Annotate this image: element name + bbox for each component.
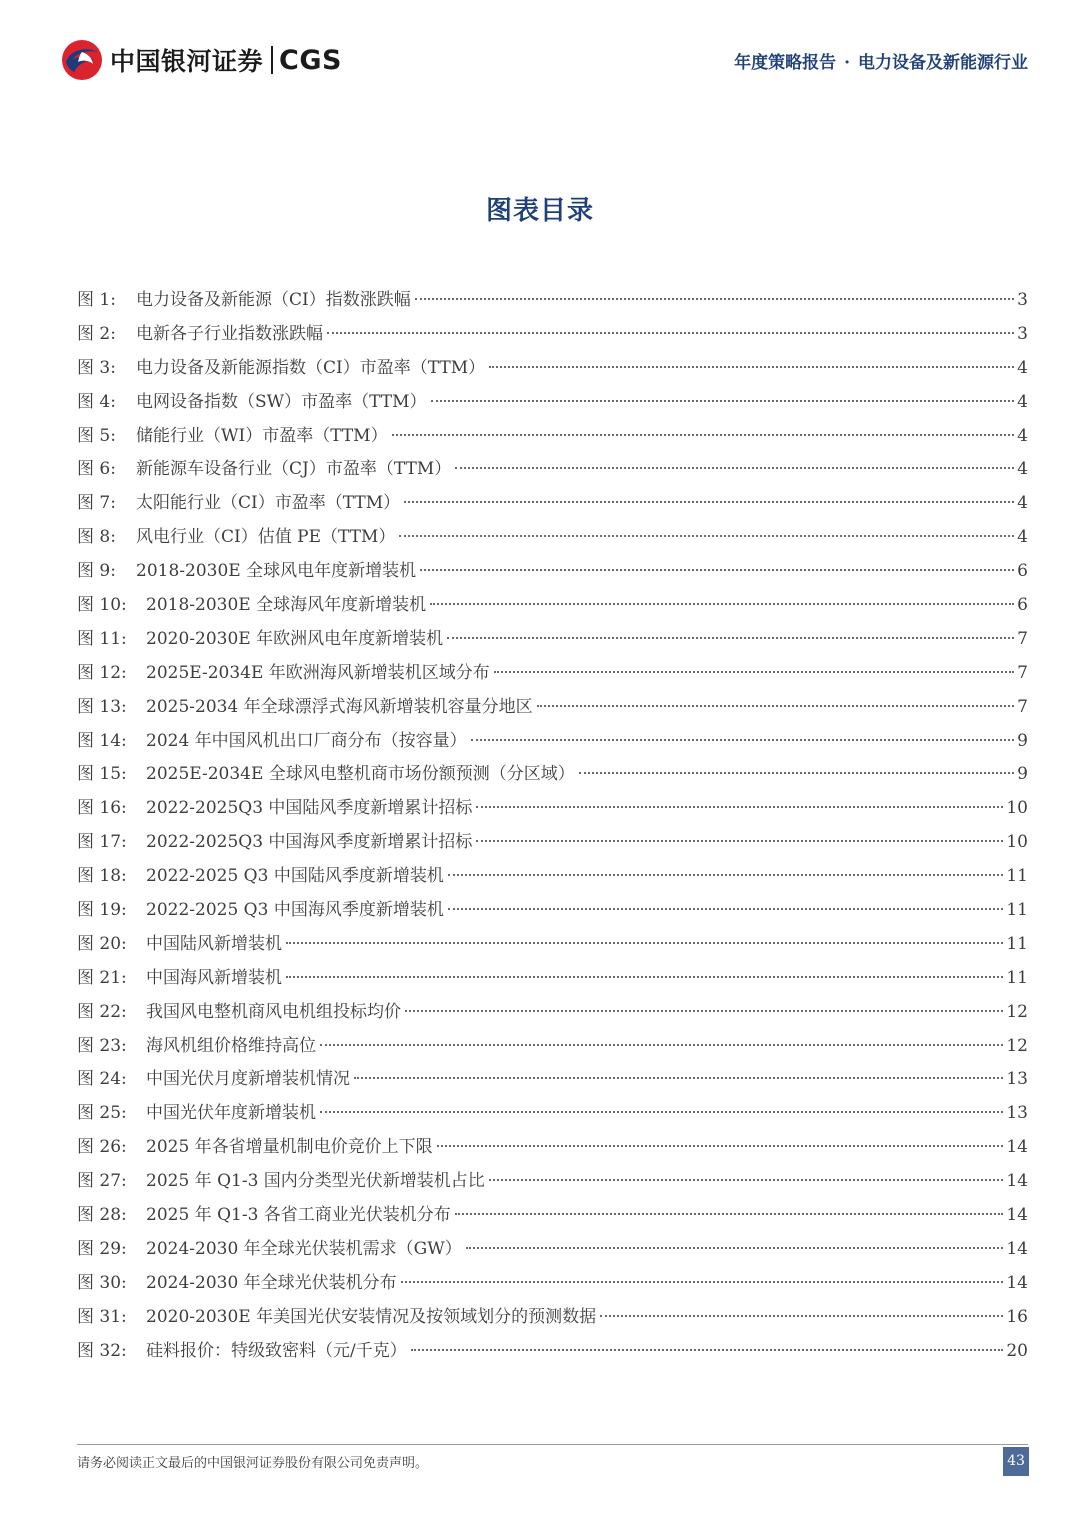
toc-entry-title: 2024-2030 年全球光伏装机分布	[146, 1272, 397, 1293]
toc-entry[interactable]	[77, 589, 1028, 623]
toc-dot-leader	[320, 1044, 1003, 1046]
toc-entry-page: 4	[1017, 493, 1028, 514]
toc-entry-page: 3	[1017, 323, 1028, 344]
toc-entry-label: 图 21:	[77, 967, 127, 988]
toc-entry-label: 图 10:	[77, 595, 127, 616]
toc-dot-leader	[399, 535, 1014, 537]
toc-entry-label: 图 5:	[77, 425, 116, 446]
toc-entry-label: 图 28:	[77, 1205, 127, 1226]
toc-entry-page: 7	[1017, 696, 1028, 717]
toc-dot-leader	[447, 637, 1014, 639]
toc-entry[interactable]	[77, 420, 1028, 454]
toc-entry-title: 2025 年各省增量机制电价竞价上下限	[146, 1137, 433, 1158]
toc-entry-page: 16	[1006, 1306, 1028, 1327]
toc-entry-label: 图 24:	[77, 1069, 127, 1090]
toc-entry-page: 11	[1006, 967, 1028, 988]
toc-entry[interactable]	[77, 1335, 1028, 1369]
toc-entry-label: 图 12:	[77, 662, 127, 683]
toc-dot-leader	[600, 1315, 1003, 1317]
footer-disclaimer: 请务必阅读正文最后的中国银河证券股份有限公司免责声明。	[77, 1456, 429, 1471]
toc-entry-page: 14	[1006, 1238, 1028, 1259]
toc-dot-leader	[401, 1281, 1004, 1283]
toc-entry-label: 图 27:	[77, 1171, 127, 1192]
toc-entry[interactable]	[77, 996, 1028, 1030]
toc-entry[interactable]	[77, 284, 1028, 318]
toc-entry-title: 2022-2025 Q3 中国海风季度新增装机	[146, 900, 444, 921]
toc-dot-leader	[420, 569, 1014, 571]
brand-logo	[60, 38, 342, 82]
toc-entry-title: 风电行业（CI）估值 PE（TTM）	[136, 527, 396, 548]
toc-entry-page: 11	[1006, 866, 1028, 887]
toc-entry[interactable]	[77, 386, 1028, 420]
cgs-logo-icon	[60, 38, 104, 82]
toc-entry[interactable]	[77, 725, 1028, 759]
toc-dot-leader	[471, 739, 1015, 741]
toc-dot-leader	[476, 840, 1003, 842]
toc-entry-page: 14	[1006, 1171, 1028, 1192]
toc-entry[interactable]	[77, 928, 1028, 962]
toc-entry[interactable]	[77, 1131, 1028, 1165]
toc-entry-label: 图 15:	[77, 764, 127, 785]
toc-entry-page: 4	[1017, 391, 1028, 412]
toc-entry-page: 13	[1006, 1069, 1028, 1090]
toc-entry[interactable]	[77, 1097, 1028, 1131]
toc-entry-page: 14	[1006, 1137, 1028, 1158]
toc-entry[interactable]	[77, 691, 1028, 725]
toc-entry-title: 2020-2030E 年欧洲风电年度新增装机	[146, 628, 444, 649]
toc-entry[interactable]	[77, 1165, 1028, 1199]
toc-entry-page: 4	[1017, 357, 1028, 378]
toc-dot-leader	[494, 671, 1014, 673]
toc-entry[interactable]	[77, 1030, 1028, 1064]
toc-entry-label: 图 16:	[77, 798, 127, 819]
toc-entry-page: 4	[1017, 527, 1028, 548]
toc-entry[interactable]	[77, 860, 1028, 894]
header-separator: ·	[844, 53, 850, 73]
toc-entry[interactable]	[77, 657, 1028, 691]
toc-entry-label: 图 11:	[77, 628, 127, 649]
toc-entry-title: 2025E-2034E 全球风电整机商市场份额预测（分区域）	[146, 764, 575, 785]
toc-dot-leader	[455, 1213, 1004, 1215]
toc-entry-title: 硅料报价：特级致密料（元/千克）	[146, 1340, 407, 1361]
toc-entry-label: 图 7:	[77, 493, 116, 514]
toc-entry-title: 中国光伏年度新增装机	[146, 1103, 316, 1124]
toc-entry-label: 图 30:	[77, 1272, 127, 1293]
toc-dot-leader	[327, 332, 1014, 334]
toc-entry-page: 7	[1017, 628, 1028, 649]
toc-entry[interactable]	[77, 1233, 1028, 1267]
toc-entry-label: 图 25:	[77, 1103, 127, 1124]
toc-entry-label: 图 20:	[77, 933, 127, 954]
toc-entry-label: 图 13:	[77, 696, 127, 717]
toc-dot-leader	[320, 1111, 1003, 1113]
toc-dot-leader	[411, 1349, 1004, 1351]
toc-dot-leader	[489, 1179, 1004, 1181]
toc-entry[interactable]	[77, 1063, 1028, 1097]
toc-entry-title: 储能行业（WI）市盈率（TTM）	[136, 425, 388, 446]
toc-entry-page: 6	[1017, 595, 1028, 616]
toc-entry[interactable]	[77, 1267, 1028, 1301]
toc-entry-page: 4	[1017, 459, 1028, 480]
toc-entry-title: 2020-2030E 年美国光伏安装情况及按领域划分的预测数据	[146, 1306, 597, 1327]
toc-dot-leader	[405, 1010, 1003, 1012]
toc-entry-title: 中国陆风新增装机	[146, 933, 282, 954]
brand-name-cn: 中国银河证券	[110, 47, 264, 76]
brand-divider	[271, 46, 273, 74]
toc-entry-label: 图 19:	[77, 900, 127, 921]
toc-dot-leader	[286, 942, 1003, 944]
toc-entry-page: 7	[1017, 662, 1028, 683]
toc-entry-page: 9	[1017, 764, 1028, 785]
toc-entry-page: 4	[1017, 425, 1028, 446]
toc-dot-leader	[466, 1247, 1004, 1249]
toc-entry-title: 2025 年 Q1-3 国内分类型光伏新增装机占比	[146, 1171, 485, 1192]
page-number: 43	[1003, 1447, 1029, 1476]
figure-list	[77, 284, 1028, 1369]
toc-dot-leader	[431, 400, 1015, 402]
toc-entry-title: 电力设备及新能源（CI）指数涨跌幅	[136, 290, 411, 310]
toc-entry-title: 新能源车设备行业（CJ）市盈率（TTM）	[136, 459, 452, 480]
toc-dot-leader	[448, 874, 1004, 876]
toc-dot-leader	[404, 501, 1014, 503]
toc-dot-leader	[437, 1145, 1004, 1147]
toc-entry-title: 2024-2030 年全球光伏装机需求（GW）	[146, 1238, 462, 1259]
toc-entry[interactable]	[77, 521, 1028, 555]
toc-entry[interactable]	[77, 1199, 1028, 1233]
report-header-title	[734, 48, 1028, 73]
toc-entry[interactable]	[77, 758, 1028, 792]
toc-entry-title: 太阳能行业（CI）市盈率（TTM）	[136, 493, 401, 514]
toc-entry-label: 图 4:	[77, 391, 116, 412]
toc-entry-label: 图 31:	[77, 1306, 127, 1327]
toc-entry[interactable]	[77, 352, 1028, 386]
toc-entry-title: 中国海风新增装机	[146, 967, 282, 988]
toc-entry-title: 2024 年中国风机出口厂商分布（按容量）	[146, 730, 467, 751]
toc-entry-label: 图 26:	[77, 1137, 127, 1158]
toc-entry-page: 3	[1017, 290, 1028, 310]
toc-entry-title: 2025E-2034E 年欧洲海风新增装机区域分布	[146, 662, 490, 683]
toc-entry-page: 11	[1006, 933, 1028, 954]
toc-entry[interactable]	[77, 318, 1028, 352]
toc-entry[interactable]	[77, 453, 1028, 487]
toc-entry-label: 图 8:	[77, 527, 116, 548]
toc-entry[interactable]	[77, 962, 1028, 996]
toc-dot-leader	[455, 467, 1014, 469]
toc-entry-label: 图 29:	[77, 1238, 127, 1259]
toc-entry-page: 11	[1006, 900, 1028, 921]
toc-entry-page: 10	[1006, 832, 1028, 853]
toc-entry-page: 12	[1006, 1001, 1028, 1022]
toc-dot-leader	[354, 1077, 1003, 1079]
toc-dot-leader	[286, 976, 1003, 978]
toc-dot-leader	[489, 366, 1014, 368]
brand-name-en: CGS	[279, 44, 342, 76]
toc-entry-label: 图 9:	[77, 561, 116, 582]
toc-entry[interactable]	[77, 792, 1028, 826]
toc-entry-label: 图 32:	[77, 1340, 127, 1361]
toc-entry-label: 图 23:	[77, 1035, 127, 1056]
toc-dot-leader	[430, 603, 1014, 605]
toc-entry-label: 图 17:	[77, 832, 127, 853]
toc-entry-page: 14	[1006, 1272, 1028, 1293]
toc-entry-title: 2022-2025Q3 中国陆风季度新增累计招标	[146, 798, 473, 819]
toc-entry[interactable]	[77, 1301, 1028, 1335]
toc-entry[interactable]	[77, 623, 1028, 657]
report-type: 年度策略报告	[734, 53, 837, 73]
toc-entry-label: 图 6:	[77, 459, 116, 480]
toc-entry-title: 电新各子行业指数涨跌幅	[136, 323, 323, 344]
toc-entry-label: 图 2:	[77, 323, 116, 344]
toc-entry-page: 20	[1006, 1340, 1028, 1361]
toc-entry[interactable]	[77, 487, 1028, 521]
toc-dot-leader	[392, 434, 1015, 436]
toc-entry-title: 我国风电整机商风电机组投标均价	[146, 1001, 401, 1022]
toc-entry-title: 中国光伏月度新增装机情况	[146, 1069, 350, 1090]
toc-dot-leader	[579, 772, 1014, 774]
toc-dot-leader	[537, 705, 1014, 707]
toc-entry-title: 2018-2030E 全球海风年度新增装机	[146, 595, 427, 616]
toc-entry-title: 2022-2025 Q3 中国陆风季度新增装机	[146, 866, 444, 887]
toc-entry-label: 图 1:	[77, 290, 116, 310]
toc-entry-title: 2025-2034 年全球漂浮式海风新增装机容量分地区	[146, 696, 533, 717]
toc-entry[interactable]	[77, 826, 1028, 860]
toc-entry-page: 6	[1017, 561, 1028, 582]
industry-name: 电力设备及新能源行业	[858, 53, 1028, 73]
toc-entry-title: 海风机组价格维持高位	[146, 1035, 316, 1056]
toc-entry-label: 图 22:	[77, 1001, 127, 1022]
toc-dot-leader	[448, 908, 1004, 910]
toc-entry[interactable]	[77, 555, 1028, 589]
toc-dot-leader	[476, 806, 1003, 808]
footer-divider	[77, 1444, 1028, 1445]
toc-entry-label: 图 3:	[77, 357, 116, 378]
toc-entry-title: 电力设备及新能源指数（CI）市盈率（TTM）	[136, 357, 486, 378]
toc-entry-label: 图 14:	[77, 730, 127, 751]
toc-entry-title: 2022-2025Q3 中国海风季度新增累计招标	[146, 832, 473, 853]
toc-entry-title: 2018-2030E 全球风电年度新增装机	[136, 561, 417, 582]
toc-entry-label: 图 18:	[77, 866, 127, 887]
toc-entry-page: 13	[1006, 1103, 1028, 1124]
toc-entry-title: 2025 年 Q1-3 各省工商业光伏装机分布	[146, 1205, 451, 1226]
toc-entry-page: 14	[1006, 1205, 1028, 1226]
toc-dot-leader	[415, 298, 1014, 300]
toc-entry-page: 10	[1006, 798, 1028, 819]
toc-entry[interactable]	[77, 894, 1028, 928]
toc-title: 图表目录	[485, 196, 594, 226]
toc-entry-page: 9	[1017, 730, 1028, 751]
toc-entry-page: 12	[1006, 1035, 1028, 1056]
toc-entry-title: 电网设备指数（SW）市盈率（TTM）	[136, 391, 427, 412]
